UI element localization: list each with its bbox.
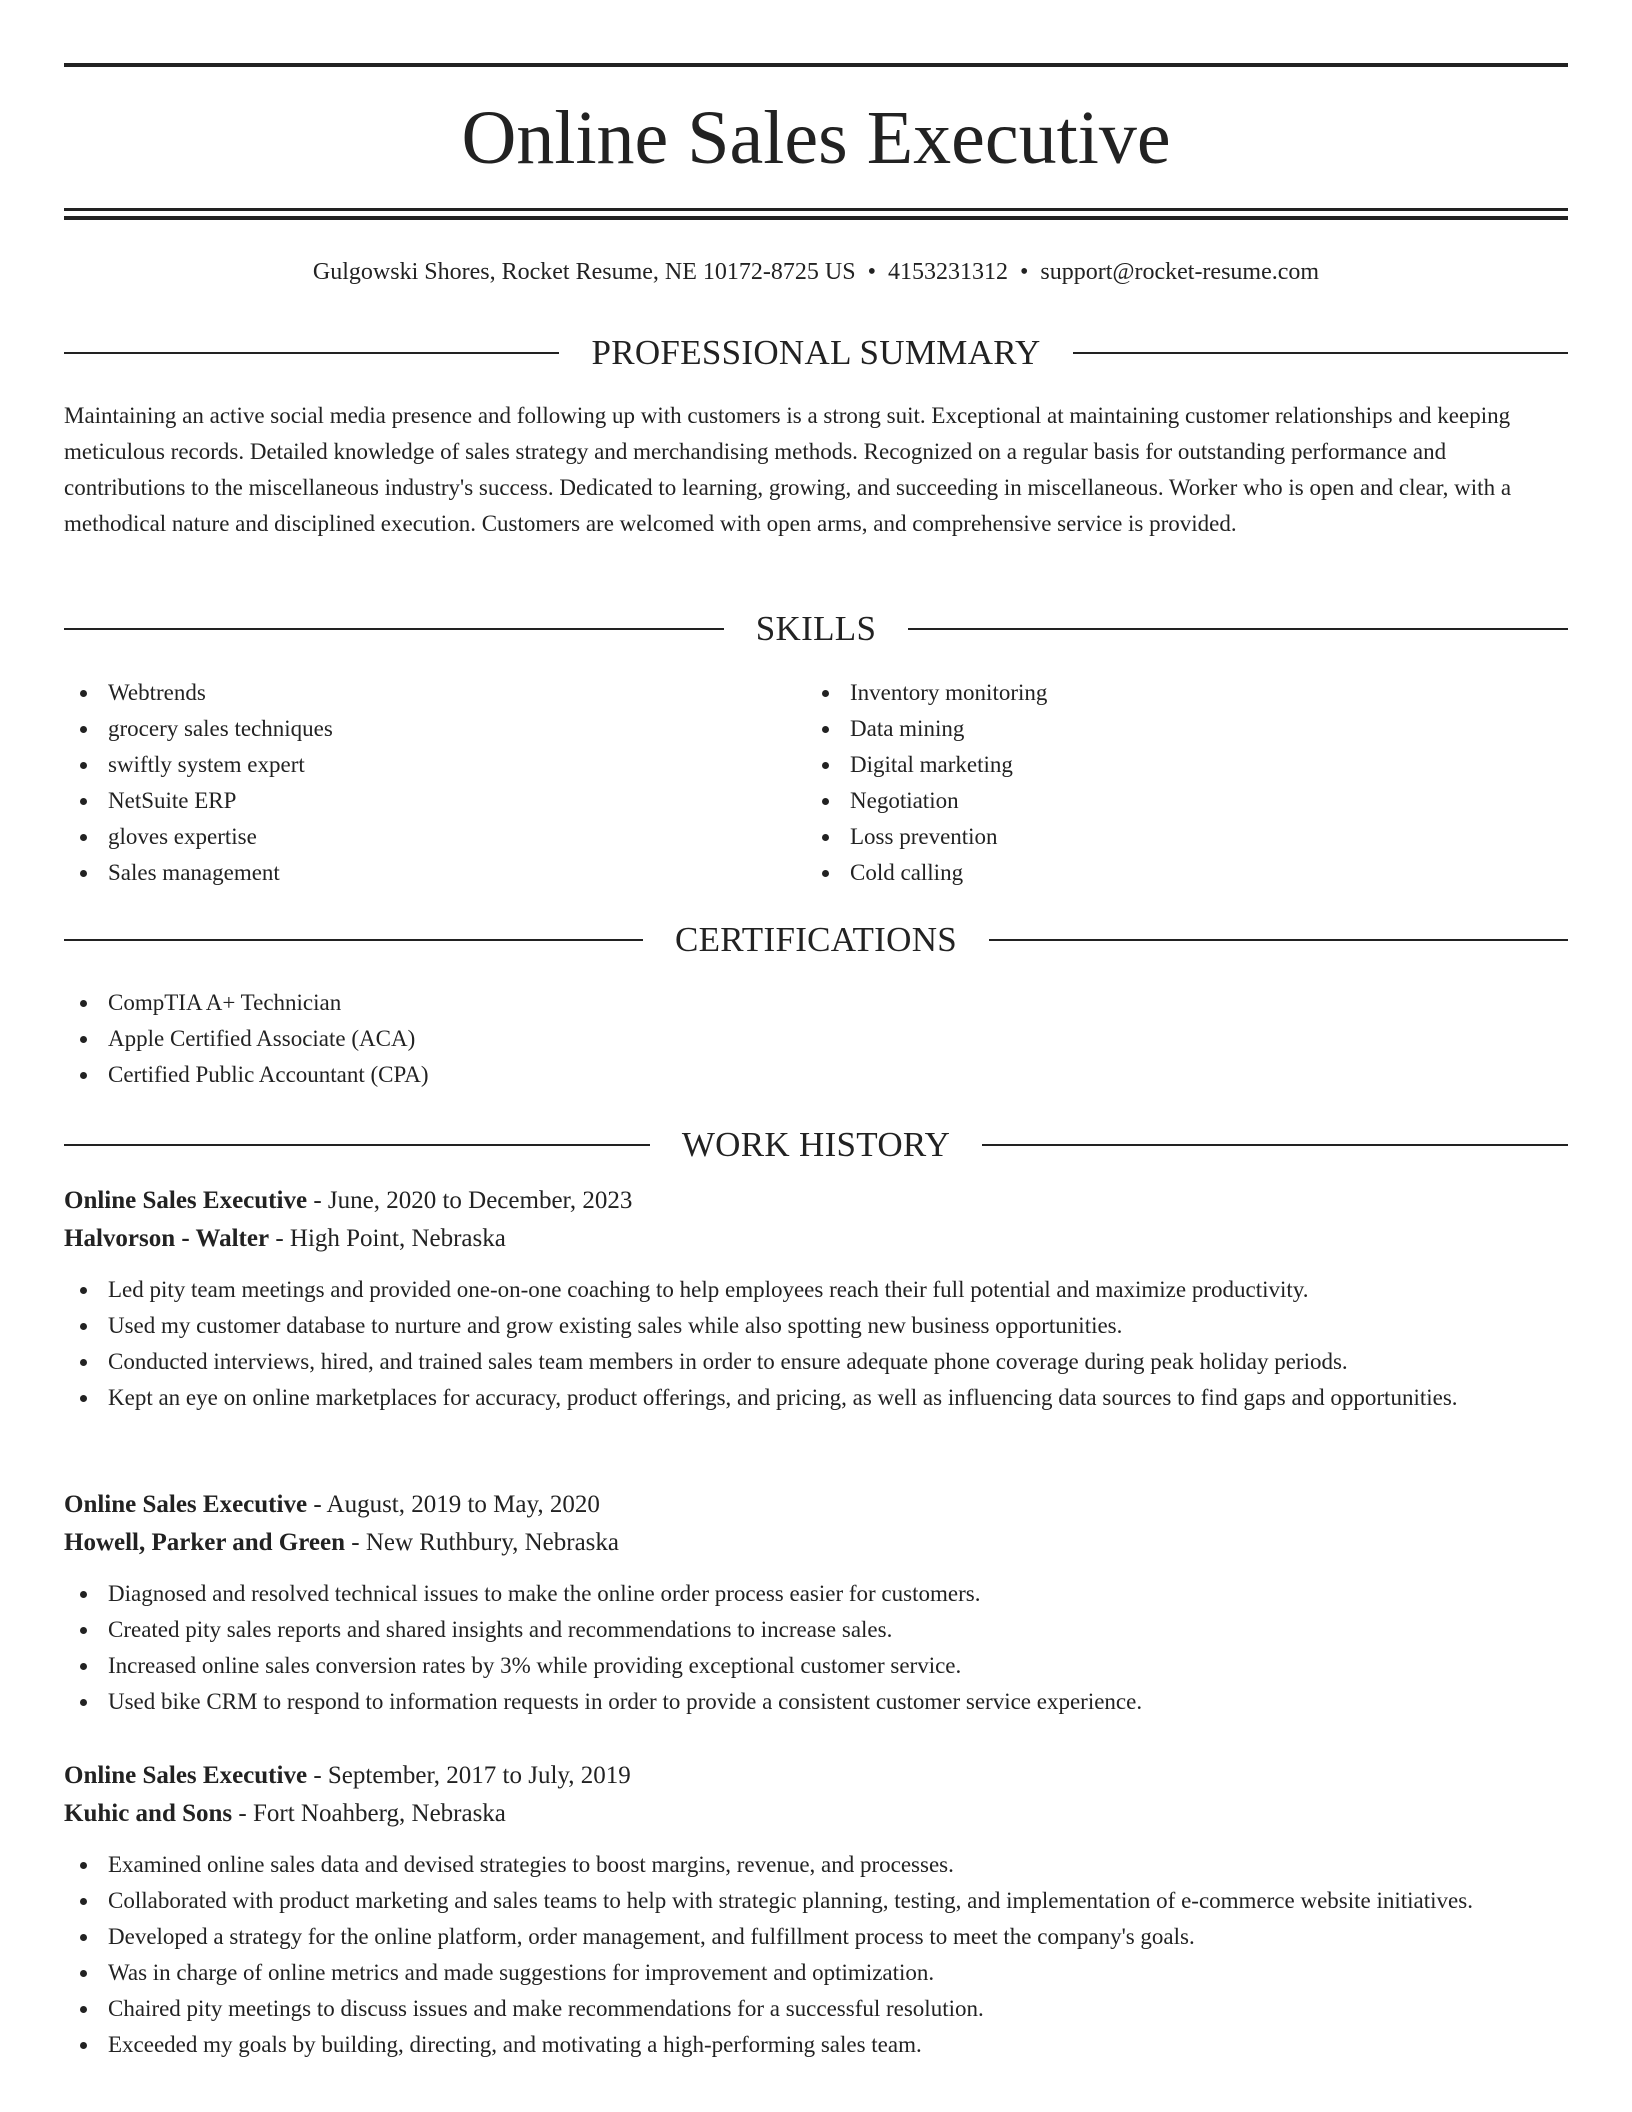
job-dates: - August, 2019 to May, 2020 — [307, 1491, 600, 1518]
job-title-line — [64, 1182, 1568, 1220]
summary-text: Maintaining an active social media presence and following up with customers is a strong suit. Exceptional at maintaining customer relationships and keeping meticulous records. Detailed knowledge of sales strategy and merchandising methods. Recognized on a regular basis for outstanding performance and contributions to the miscellaneous industry's success. Dedicated to learning, growing, and succeeding in miscellaneous. Worker who is open and clear, with a methodical nature and disciplined execution. Customers are welcomed with open arms, and comprehensive service is provided. — [64, 403, 1512, 536]
list-item: gloves expertise — [64, 819, 764, 855]
job-location: - High Point, Nebraska — [269, 1225, 506, 1252]
list-item: Webtrends — [64, 675, 764, 711]
job-bullets — [64, 1576, 1568, 1720]
job-bullets — [64, 1847, 1568, 2063]
job-company: Howell, Parker and Green — [64, 1529, 345, 1556]
list-item: Digital marketing — [806, 747, 1506, 783]
section-title-summary: PROFESSIONAL SUMMARY — [591, 333, 1041, 372]
list-item: Inventory monitoring — [806, 675, 1506, 711]
job-company: Halvorson - Walter — [64, 1225, 270, 1252]
contact-line — [64, 254, 1568, 290]
job-title: Online Sales Executive — [64, 1762, 308, 1789]
job-location: - New Ruthbury, Nebraska — [345, 1529, 619, 1556]
list-item: swiftly system expert — [64, 747, 764, 783]
list-item: Examined online sales data and devised strategies to boost margins, revenue, and processes. — [64, 1847, 1568, 1883]
job-dates: - September, 2017 to July, 2019 — [307, 1762, 631, 1789]
section-rule — [64, 1144, 650, 1146]
section-title-certifications: CERTIFICATIONS — [674, 920, 958, 959]
list-item: Used bike CRM to respond to information requests in order to provide a consistent customer service experience. — [64, 1684, 1568, 1720]
contact-separator: • — [867, 259, 876, 285]
section-title-work-history: WORK HISTORY — [681, 1125, 951, 1164]
section-header-skills — [64, 609, 1568, 649]
contact-email: support@rocket-resume.com — [1040, 259, 1320, 285]
job-title-line — [64, 1757, 1568, 1795]
skills-column-right — [806, 675, 1506, 891]
certifications-list — [64, 985, 1568, 1093]
section-rule — [908, 628, 1568, 630]
double-rule — [64, 208, 1568, 220]
list-item: Kept an eye on online marketplaces for accuracy, product offerings, and pricing, as well as influencing data sources to find gaps and opportunities. — [64, 1380, 1568, 1416]
skills-list-left — [64, 675, 764, 891]
job-entry — [64, 1182, 1568, 1416]
list-item: NetSuite ERP — [64, 783, 764, 819]
job-entry — [64, 1757, 1568, 2063]
job-bullets — [64, 1272, 1568, 1416]
list-item: Led pity team meetings and provided one-on-one coaching to help employees reach their full potential and maximize productivity. — [64, 1272, 1568, 1308]
list-item: Increased online sales conversion rates by 3% while providing exceptional customer service. — [64, 1648, 1568, 1684]
list-item: Apple Certified Associate (ACA) — [64, 1021, 1568, 1057]
list-item: Sales management — [64, 855, 764, 891]
list-item: Certified Public Accountant (CPA) — [64, 1057, 1568, 1093]
certifications — [64, 985, 1568, 1093]
skills-column-left — [64, 675, 764, 891]
section-rule — [64, 352, 559, 354]
contact-separator: • — [1019, 259, 1029, 285]
job-entry — [64, 1486, 1568, 1720]
list-item: Cold calling — [806, 855, 1506, 891]
section-rule — [982, 1144, 1568, 1146]
job-dates: - June, 2020 to December, 2023 — [307, 1187, 633, 1214]
list-item: Used my customer database to nurture and grow existing sales while also spotting new business opportunities. — [64, 1308, 1568, 1344]
section-header-work-history — [64, 1125, 1568, 1165]
section-header-summary — [64, 333, 1568, 373]
list-item: CompTIA A+ Technician — [64, 985, 1568, 1021]
job-title: Online Sales Executive — [64, 1491, 308, 1518]
section-rule — [1073, 352, 1568, 354]
skills-list-right — [806, 675, 1506, 891]
list-item: Data mining — [806, 711, 1506, 747]
list-item: Created pity sales reports and shared insights and recommendations to increase sales. — [64, 1612, 1568, 1648]
section-rule — [64, 628, 724, 630]
job-company: Kuhic and Sons — [64, 1800, 233, 1827]
job-location: - Fort Noahberg, Nebraska — [232, 1800, 506, 1827]
list-item: Chaired pity meetings to discuss issues and make recommendations for a successful resolution. — [64, 1991, 1568, 2027]
list-item: Exceeded my goals by building, directing, and motivating a high-performing sales team. — [64, 2027, 1568, 2063]
job-company-line — [64, 1524, 1568, 1562]
section-title-skills: SKILLS — [755, 609, 877, 648]
section-rule — [64, 939, 643, 941]
job-company-line — [64, 1220, 1568, 1258]
list-item: Developed a strategy for the online platform, order management, and fulfillment process to meet the company's goals. — [64, 1919, 1568, 1955]
job-title-line — [64, 1486, 1568, 1524]
list-item: Loss prevention — [806, 819, 1506, 855]
top-rule — [64, 63, 1568, 67]
section-header-certifications — [64, 920, 1568, 960]
contact-address: Gulgowski Shores, Rocket Resume, NE 10172-8725 US — [312, 259, 856, 285]
job-title: Online Sales Executive — [64, 1187, 308, 1214]
list-item: Diagnosed and resolved technical issues to make the online order process easier for customers. — [64, 1576, 1568, 1612]
list-item: Collaborated with product marketing and sales teams to help with strategic planning, testing, and implementation of e-commerce website initiatives. — [64, 1883, 1568, 1919]
section-rule — [989, 939, 1568, 941]
contact-phone: 4153231312 — [887, 259, 1008, 285]
list-item: Conducted interviews, hired, and trained sales team members in order to ensure adequate phone coverage during peak holiday periods. — [64, 1344, 1568, 1380]
list-item: Negotiation — [806, 783, 1506, 819]
job-company-line — [64, 1795, 1568, 1833]
list-item: grocery sales techniques — [64, 711, 764, 747]
resume-title: Online Sales Executive — [461, 96, 1171, 180]
list-item: Was in charge of online metrics and made suggestions for improvement and optimization. — [64, 1955, 1568, 1991]
